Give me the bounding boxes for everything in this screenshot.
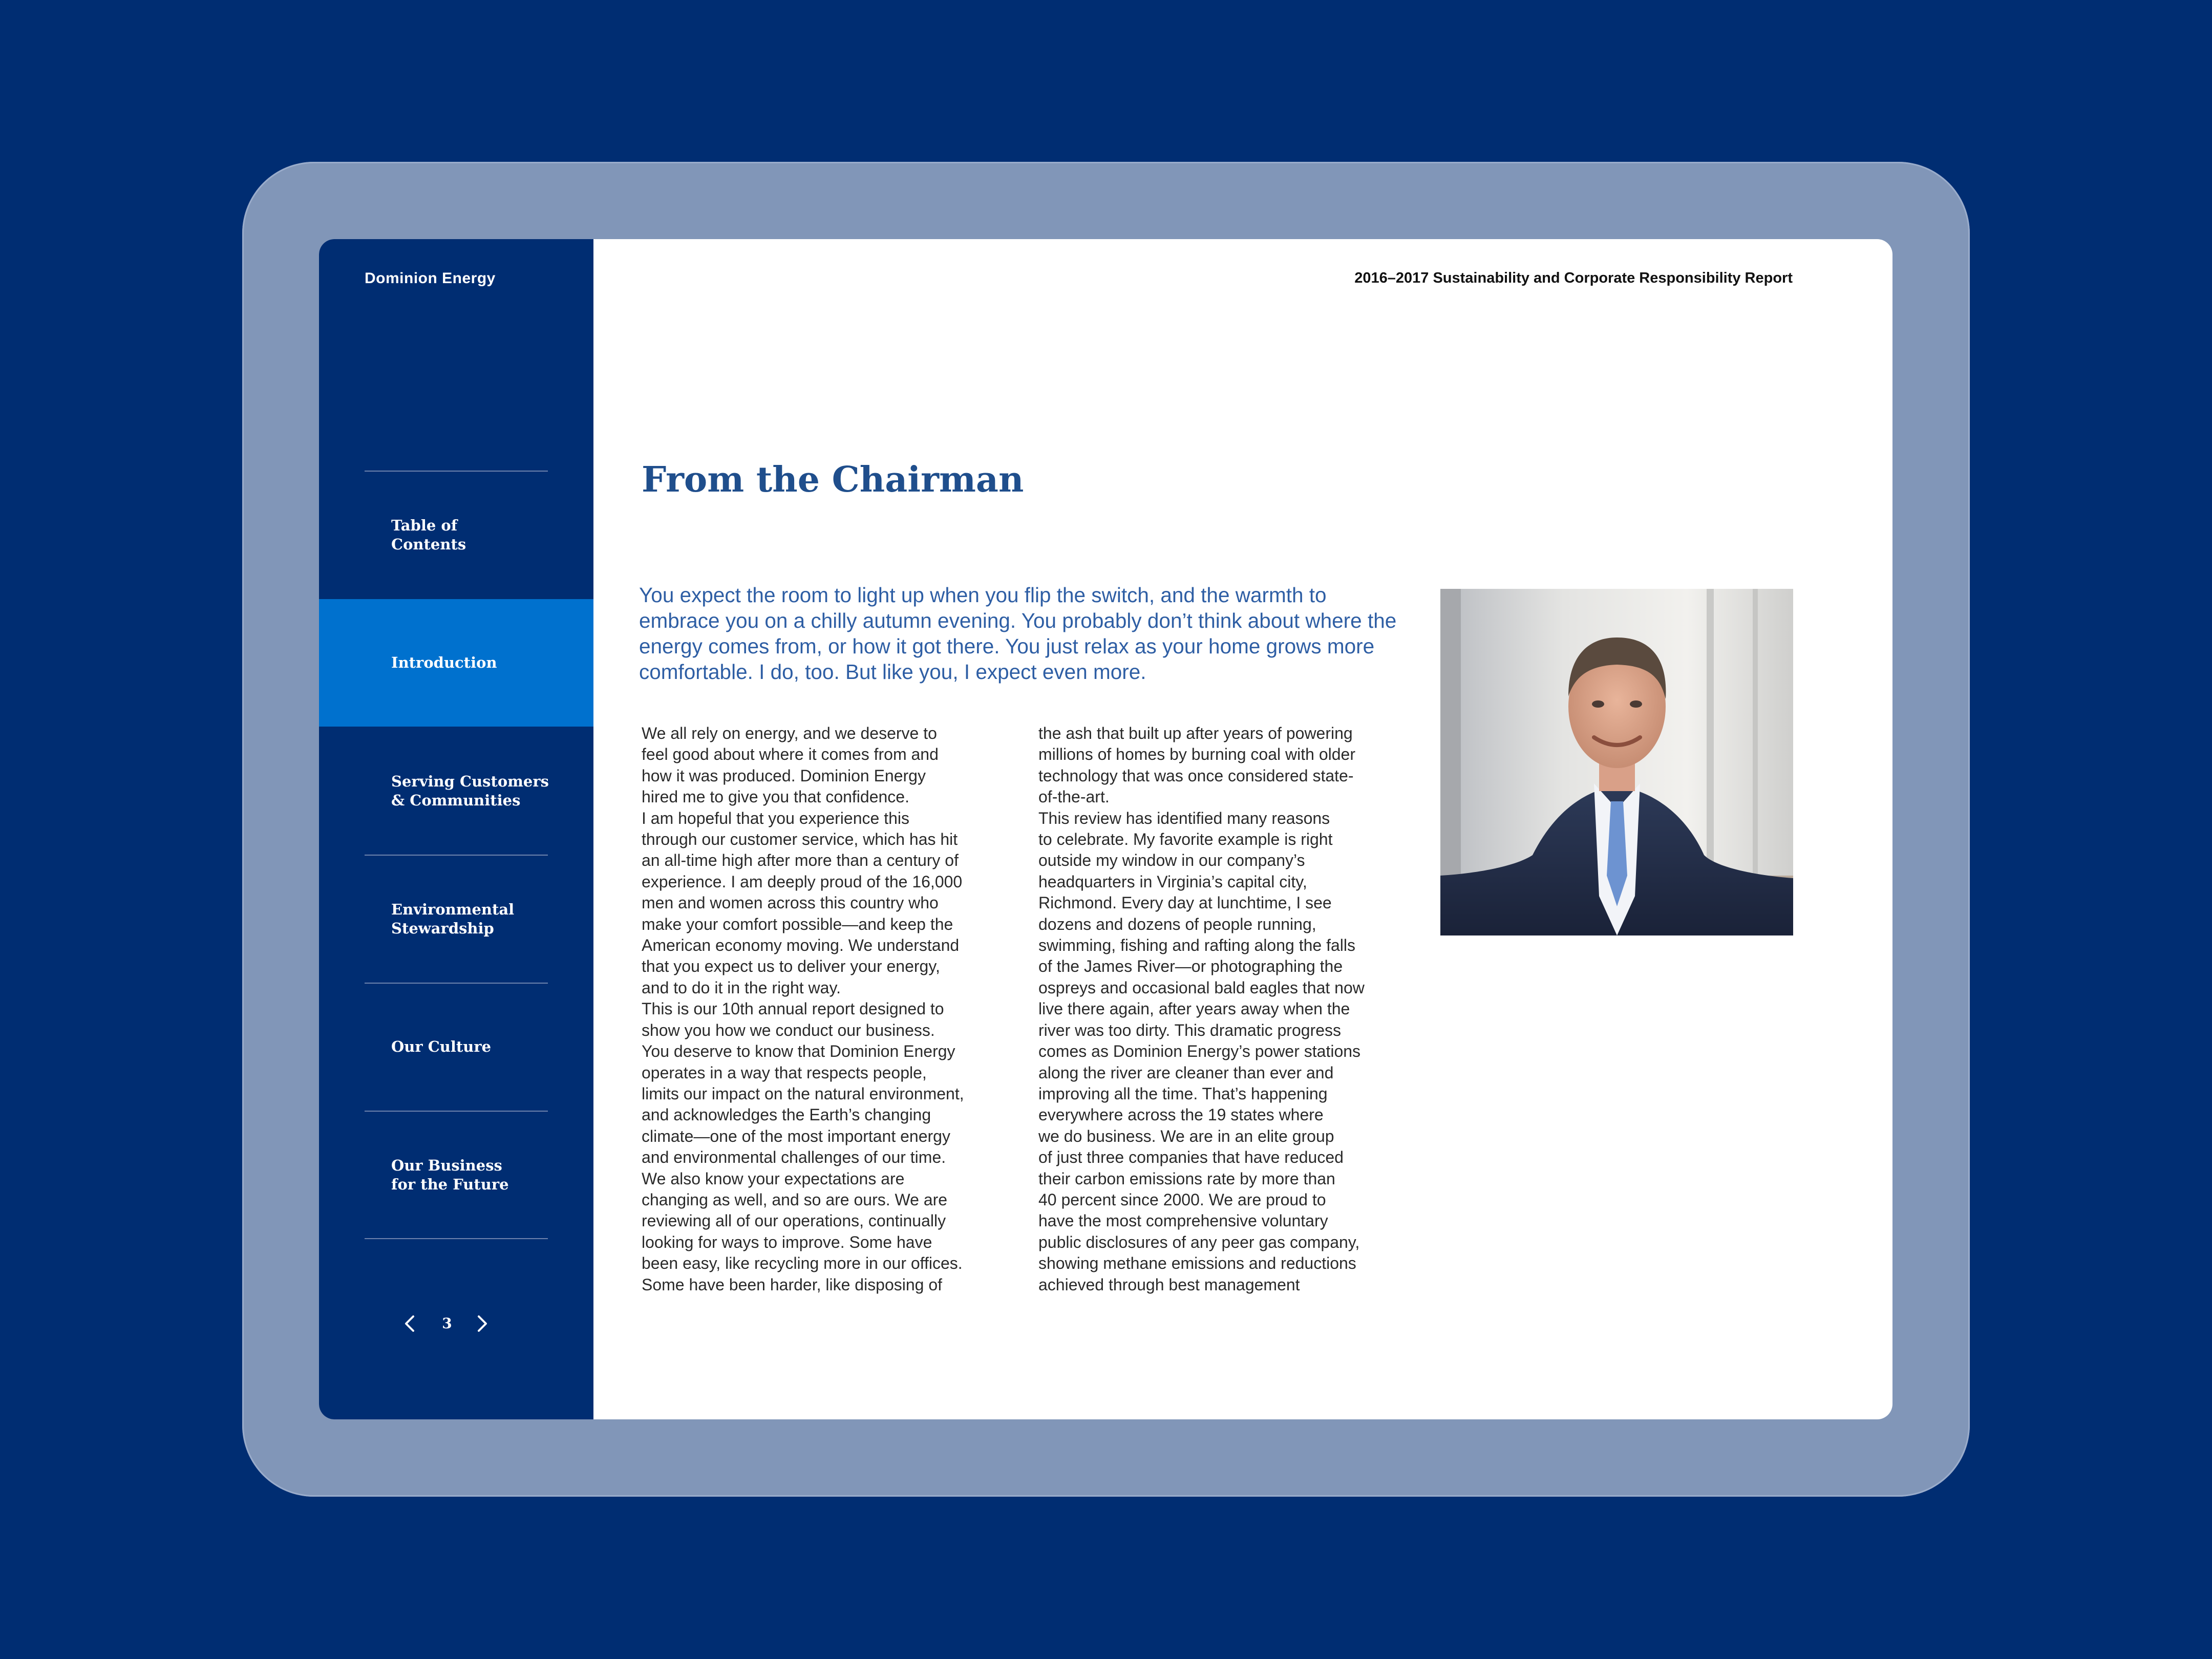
report-title: 2016–2017 Sustainability and Corporate Responsibility Report	[1354, 270, 1793, 286]
sidebar-item-label: Introduction	[391, 654, 497, 671]
chevron-right-icon[interactable]	[472, 1313, 492, 1334]
chevron-left-icon[interactable]	[400, 1313, 420, 1334]
nav-divider	[365, 1238, 548, 1239]
sidebar-item-our-business[interactable]	[319, 1111, 593, 1239]
sidebar-item-label: Serving Customers & Communities	[391, 772, 549, 809]
sidebar-item-serving-customers[interactable]	[319, 727, 593, 855]
sidebar-item-label: Environmental Stewardship	[391, 900, 515, 937]
body-column-2: the ash that built up after years of powering millions of homes by burning coal with older technology that was once considered state- of-the-art. This review has identified many reasons to celebrate. My favorite example is right outside my window in our company’s headquarters in Virginia’s capital city, Richmond. Every day at lunchtime, I see dozens and dozens of people running, swimming, fishing and rafting along the falls of the James River—or photographing the ospreys and occasional bald eagles that now live there again, after years away when the river was too dirty. This dramatic progress comes as Dominion Energy’s power stations along the river are cleaner than ever and improving all the time. That’s happening everywhere across the 19 states where we do business. We are in an elite group of just three companies that have reduced their carbon emissions rate by more than 40 percent since 2000. We are proud to have the most comprehensive voluntary public disclosures of any peer gas company, showing methane emissions and reductions achieved through best management	[1038, 724, 1365, 1294]
sidebar	[319, 239, 593, 1419]
sidebar-item-introduction[interactable]	[319, 599, 593, 727]
sidebar-item-label: Our Business for the Future	[391, 1156, 509, 1193]
tablet-screen	[319, 239, 1892, 1419]
sidebar-item-environmental-stewardship[interactable]	[319, 855, 593, 983]
intro-paragraph: You expect the room to light up when you flip the switch, and the warmth to embrace you on a chilly autumn evening. You probably don’t think about where the energy comes from, or how it got there. You just relax as your home grows more comfortable. I do, too. But like you, I expect even more.	[639, 583, 1397, 684]
body-column-1: We all rely on energy, and we deserve to feel good about where it comes from and how it was produced. Dominion Energy hired me to give you that confidence. I am hopeful that you experience this through our customer service, which has hit an all-time high after more than a century of experience. I am deeply proud of the 16,000 men and women across this country who make your comfort possible—and keep the American economy moving. We understand that you expect us to deliver your energy, and to do it in the right way. This is our 10th annual report designed to show you how we conduct our business. You deserve to know that Dominion Energy operates in a way that respects people, limits our impact on the natural environment, and acknowledges the Earth’s changing climate—one of the most important energy and environmental challenges of our time. We also know your expectations are changing as well, and so are ours. We are reviewing all of our operations, continually looking for ways to improve. Some have been easy, like recycling more in our offices. Some have been harder, like disposing of	[642, 724, 964, 1294]
chairman-portrait	[1440, 589, 1793, 935]
sidebar-item-label: Our Culture	[391, 1038, 492, 1055]
page-title: From the Chairman	[642, 459, 1024, 500]
sidebar-item-label: Table of Contents	[391, 516, 466, 553]
page-number: 3	[442, 1315, 452, 1332]
sidebar-item-our-culture[interactable]	[319, 983, 593, 1111]
brand-name: Dominion Energy	[365, 270, 496, 287]
sidebar-item-table-of-contents[interactable]	[319, 471, 593, 599]
pager	[319, 1308, 593, 1339]
